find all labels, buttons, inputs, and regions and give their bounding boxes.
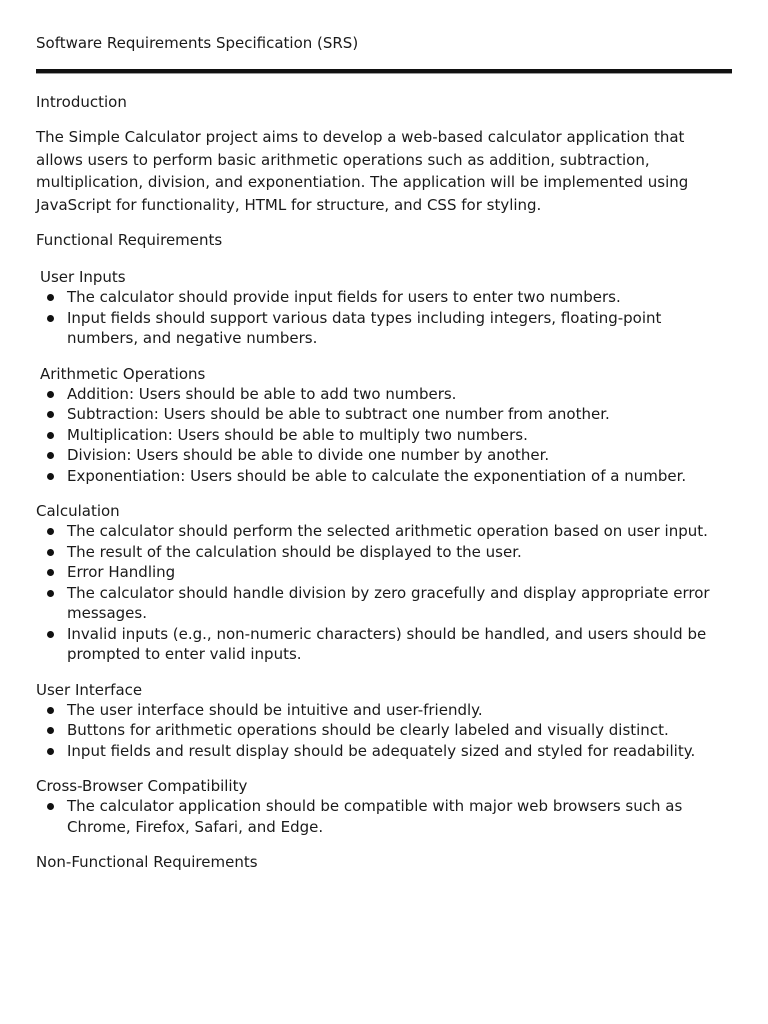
user-inputs-list [36, 287, 732, 349]
list-item [36, 445, 732, 466]
list-item-text: The calculator should provide input fields for users to enter two numbers. [67, 288, 621, 306]
user-interface-list [36, 700, 732, 762]
list-item [36, 741, 732, 762]
list-item [36, 700, 732, 721]
introduction-paragraph: The Simple Calculator project aims to develop a web-based calculator application that allows users to perform basic arithmetic operations such as addition, subtraction, multiplication, division, and exponentiation. The application will be implemented using JavaScript for functionality, HTML for structure, and CSS for styling. [36, 128, 689, 214]
functional-requirements-heading: Functional Requirements [36, 231, 223, 249]
cross-browser-list [36, 796, 732, 837]
list-item [36, 384, 732, 405]
list-item-text: Input fields should support various data types including integers, floating-point numbers, and negative numbers. [67, 308, 662, 347]
list-item [36, 287, 732, 308]
bullet-icon [47, 315, 54, 322]
bullet-icon [47, 294, 54, 301]
bullet-icon [47, 473, 54, 480]
list-item [36, 583, 732, 624]
list-item-text: The calculator application should be compatible with major web browsers such as Chrome, Firefox, Safari, and Edge. [67, 797, 683, 836]
user-interface-heading: User Interface [36, 680, 143, 699]
list-item-text: Input fields and result display should be adequately sized and styled for readability. [67, 741, 696, 760]
bullet-icon [47, 391, 54, 398]
bullet-icon [47, 452, 54, 459]
arithmetic-operations-heading: Arithmetic Operations [40, 364, 206, 383]
non-functional-requirements-heading: Non-Functional Requirements [36, 853, 258, 871]
bullet-icon [47, 803, 54, 810]
bullet-icon [47, 590, 54, 597]
list-item-text: The calculator should handle division by zero gracefully and display appropriate error messages. [67, 583, 710, 622]
list-item-text: Division: Users should be able to divide one number by another. [67, 446, 550, 464]
list-item-text: Exponentiation: Users should be able to calculate the exponentiation of a number. [67, 466, 687, 485]
list-item-text: Subtraction: Users should be able to subtract one number from another. [67, 405, 610, 423]
list-item-text: Buttons for arithmetic operations should be clearly labeled and visually distinct. [67, 721, 669, 739]
title-divider [36, 69, 732, 73]
list-item [36, 720, 732, 741]
user-inputs-heading: User Inputs [40, 268, 126, 286]
list-item-text: Addition: Users should be able to add two numbers. [67, 384, 457, 403]
list-item-text: The user interface should be intuitive and user-friendly. [67, 700, 483, 719]
bullet-icon [47, 631, 54, 638]
list-item [36, 542, 732, 563]
introduction-heading: Introduction [36, 93, 127, 111]
bullet-icon [47, 432, 54, 439]
bullet-icon [47, 727, 54, 734]
list-item [36, 425, 732, 446]
cross-browser-heading: Cross-Browser Compatibility [36, 777, 248, 795]
calculation-heading: Calculation [36, 502, 120, 520]
list-item [36, 308, 732, 349]
bullet-icon [47, 707, 54, 714]
calculation-list [36, 521, 732, 665]
list-item-text: Invalid inputs (e.g., non-numeric characters) should be handled, and users should be prompted to enter valid inputs. [67, 624, 707, 663]
list-item [36, 624, 732, 665]
document-title: Software Requirements Specification (SRS) [36, 34, 359, 52]
bullet-icon [47, 411, 54, 418]
arithmetic-operations-list [36, 384, 732, 487]
list-item [36, 521, 732, 542]
list-item [36, 466, 732, 487]
bullet-icon [47, 528, 54, 535]
bullet-icon [47, 748, 54, 755]
list-item [36, 404, 732, 425]
list-item [36, 796, 732, 837]
bullet-icon [47, 569, 54, 576]
error-handling-label: Error Handling [67, 563, 176, 581]
list-item-text: The result of the calculation should be displayed to the user. [67, 542, 522, 561]
list-item-text: The calculator should perform the selected arithmetic operation based on user input. [67, 522, 708, 540]
list-item [36, 562, 732, 583]
bullet-icon [47, 549, 54, 556]
list-item-text: Multiplication: Users should be able to multiply two numbers. [67, 425, 528, 444]
